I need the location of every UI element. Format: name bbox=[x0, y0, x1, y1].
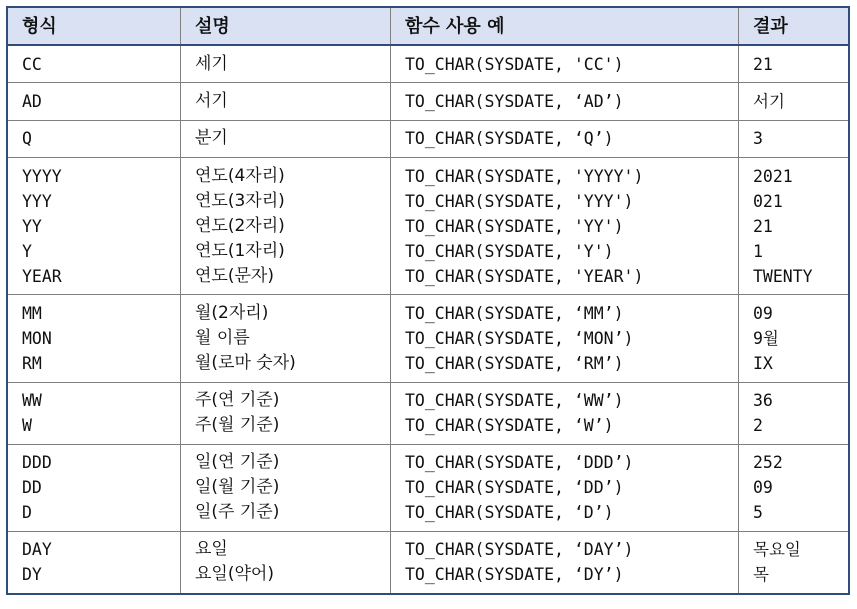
example-text: TO_CHAR(SYSDATE, ‘MON’) bbox=[405, 328, 634, 348]
table-row bbox=[7, 158, 849, 295]
result-text: 36 bbox=[753, 391, 773, 410]
example-text: TO_CHAR(SYSDATE, 'YYYY') bbox=[405, 166, 644, 186]
result-cell bbox=[739, 158, 850, 295]
result-text: 09 bbox=[753, 478, 773, 498]
description-text: 주(연 기준) bbox=[195, 390, 280, 410]
format-text: D bbox=[22, 503, 32, 523]
example-text: TO_CHAR(SYSDATE, ‘RM’) bbox=[405, 353, 624, 373]
description-text: 연도(4자리) bbox=[195, 165, 285, 186]
result-cell bbox=[739, 45, 850, 83]
format-cell bbox=[7, 45, 181, 83]
format-text: DAY bbox=[22, 540, 52, 560]
table-row bbox=[7, 444, 849, 532]
result-cell bbox=[739, 120, 850, 158]
example-text: TO_CHAR(SYSDATE, 'CC') bbox=[405, 54, 624, 74]
description-text: 연도(3자리) bbox=[195, 190, 285, 211]
result-text: 09 bbox=[753, 303, 773, 323]
format-text: Q bbox=[22, 129, 32, 149]
format-text: W bbox=[22, 416, 32, 435]
description-cell bbox=[181, 382, 391, 444]
header-format: 형식 bbox=[7, 7, 181, 45]
format-text: DY bbox=[22, 565, 42, 585]
description-text: 월(로마 숫자) bbox=[195, 352, 296, 373]
result-text: 21 bbox=[753, 54, 773, 74]
description-cell bbox=[181, 295, 391, 383]
description-text: 월 이름 bbox=[195, 327, 250, 348]
result-text: TWENTY bbox=[753, 266, 813, 286]
example-text: TO_CHAR(SYSDATE, ‘DD’) bbox=[405, 478, 624, 498]
result-cell bbox=[739, 83, 850, 121]
example-cell bbox=[391, 444, 739, 532]
description-cell bbox=[181, 158, 391, 295]
example-text: TO_CHAR(SYSDATE, 'Y') bbox=[405, 241, 614, 261]
table-row bbox=[7, 83, 849, 121]
description-text: 월(2자리) bbox=[195, 302, 269, 323]
format-text: YYYY bbox=[22, 166, 62, 186]
result-cell bbox=[739, 444, 850, 532]
result-text: 서기 bbox=[753, 91, 785, 111]
result-text: IX bbox=[753, 353, 773, 373]
example-cell bbox=[391, 83, 739, 121]
description-text: 요일(약어) bbox=[195, 564, 274, 585]
description-text: 서기 bbox=[195, 90, 228, 111]
example-text: TO_CHAR(SYSDATE, 'YEAR') bbox=[405, 266, 644, 286]
format-text: MON bbox=[22, 328, 52, 348]
example-text: TO_CHAR(SYSDATE, 'YYY') bbox=[405, 191, 634, 211]
example-text: TO_CHAR(SYSDATE, ‘DY’) bbox=[405, 565, 624, 585]
example-cell bbox=[391, 120, 739, 158]
format-cell bbox=[7, 532, 181, 594]
format-text: MM bbox=[22, 303, 42, 323]
example-text: TO_CHAR(SYSDATE, 'YY') bbox=[405, 216, 624, 236]
format-cell bbox=[7, 444, 181, 532]
format-text: CC bbox=[22, 54, 42, 74]
table-header-row bbox=[7, 7, 849, 45]
table-row bbox=[7, 120, 849, 158]
example-text: TO_CHAR(SYSDATE, ‘WW’) bbox=[405, 391, 624, 410]
description-cell bbox=[181, 83, 391, 121]
description-cell bbox=[181, 120, 391, 158]
format-cell bbox=[7, 158, 181, 295]
description-text: 주(월 기준) bbox=[195, 415, 280, 435]
description-cell bbox=[181, 532, 391, 594]
format-text: YEAR bbox=[22, 266, 62, 286]
example-text: TO_CHAR(SYSDATE, ‘DAY’) bbox=[405, 540, 634, 560]
format-cell bbox=[7, 83, 181, 121]
description-text: 세기 bbox=[195, 53, 228, 74]
example-text: TO_CHAR(SYSDATE, ‘D’) bbox=[405, 503, 614, 523]
result-text: 021 bbox=[753, 191, 783, 211]
result-text: 목 bbox=[753, 565, 769, 585]
description-text: 일(월 기준) bbox=[195, 477, 280, 498]
header-example: 함수 사용 예 bbox=[391, 7, 739, 45]
date-format-table bbox=[6, 6, 850, 595]
format-cell bbox=[7, 120, 181, 158]
description-text: 일(연 기준) bbox=[195, 452, 280, 473]
format-text: RM bbox=[22, 353, 42, 373]
format-text: WW bbox=[22, 391, 42, 410]
format-cell bbox=[7, 382, 181, 444]
result-text: 2021 bbox=[753, 166, 793, 186]
result-cell bbox=[739, 295, 850, 383]
result-text: 9월 bbox=[753, 328, 779, 348]
description-text: 연도(1자리) bbox=[195, 240, 285, 261]
table-row bbox=[7, 532, 849, 594]
result-cell bbox=[739, 532, 850, 594]
table-row bbox=[7, 382, 849, 444]
result-text: 2 bbox=[753, 416, 763, 435]
example-cell bbox=[391, 382, 739, 444]
description-text: 요일 bbox=[195, 539, 228, 560]
result-text: 3 bbox=[753, 129, 763, 149]
result-text: 목요일 bbox=[753, 540, 801, 560]
example-text: TO_CHAR(SYSDATE, ‘DDD’) bbox=[405, 453, 634, 473]
header-description: 설명 bbox=[181, 7, 391, 45]
description-text: 일(주 기준) bbox=[195, 502, 280, 523]
format-text: DDD bbox=[22, 453, 52, 473]
format-text: AD bbox=[22, 91, 42, 111]
example-cell bbox=[391, 532, 739, 594]
table-body bbox=[7, 45, 849, 594]
description-text: 연도(2자리) bbox=[195, 215, 285, 236]
example-cell bbox=[391, 295, 739, 383]
format-cell bbox=[7, 295, 181, 383]
description-cell bbox=[181, 45, 391, 83]
header-result: 결과 bbox=[739, 7, 850, 45]
example-cell bbox=[391, 158, 739, 295]
table-row bbox=[7, 295, 849, 383]
description-text: 연도(문자) bbox=[195, 265, 274, 286]
description-cell bbox=[181, 444, 391, 532]
table-row bbox=[7, 45, 849, 83]
result-cell bbox=[739, 382, 850, 444]
format-text: Y bbox=[22, 241, 32, 261]
example-text: TO_CHAR(SYSDATE, ‘W’) bbox=[405, 416, 614, 435]
example-text: TO_CHAR(SYSDATE, ‘AD’) bbox=[405, 91, 624, 111]
result-text: 1 bbox=[753, 241, 763, 261]
example-text: TO_CHAR(SYSDATE, ‘Q’) bbox=[405, 129, 614, 149]
result-text: 5 bbox=[753, 503, 763, 523]
format-text: YY bbox=[22, 216, 42, 236]
format-text: DD bbox=[22, 478, 42, 498]
result-text: 252 bbox=[753, 453, 783, 473]
description-text: 분기 bbox=[195, 128, 228, 149]
format-text: YYY bbox=[22, 191, 52, 211]
example-text: TO_CHAR(SYSDATE, ‘MM’) bbox=[405, 303, 624, 323]
example-cell bbox=[391, 45, 739, 83]
result-text: 21 bbox=[753, 216, 773, 236]
